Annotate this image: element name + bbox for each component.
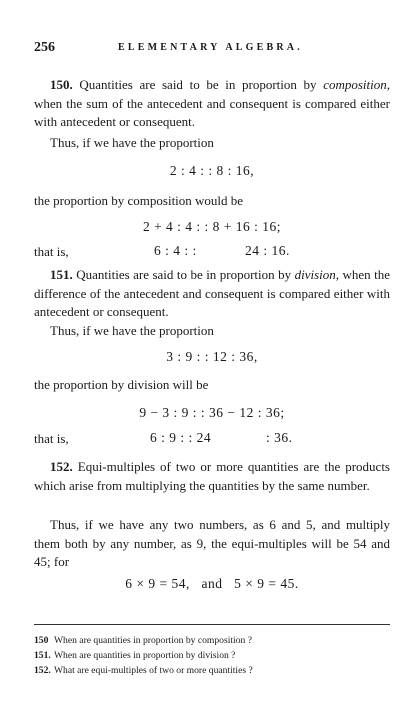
footnote-number: 151. [34,650,51,661]
equation-150-1: 2 : 4 : : 8 : 16, [169,163,255,178]
paragraph-152-text: Equi-multiples of two or more quantities are the products which arise from multiplying the quantities by the same number. [34,459,390,493]
paragraph-151 [34,266,390,322]
footnote-rule [34,624,390,625]
equation-151-1: 3 : 9 : : 12 : 36, [166,349,258,364]
paragraph-150-text-a: Quantities are said to be in proportion by [72,77,324,92]
equation-152: 6 × 9 = 54, and 5 × 9 = 45. [125,576,299,591]
equation-151-3b: : 36. [266,430,293,445]
paragraph-152 [34,458,390,495]
page-header [34,40,384,56]
then-151: the proportion by division will be [34,377,209,392]
footnote-text: When are quantities in proportion by division ? [54,650,236,661]
footnote-text: When are quantities in proportion by composition ? [54,635,252,646]
footnote-number: 150 [34,635,49,646]
paragraph-151-text-b: when the difference of the antecedent and consequent is compared either with antecedent or consequent. [34,267,390,319]
thus-150: Thus, if we have the proportion [50,135,214,150]
page-number: 256 [34,40,55,55]
footnote-text: What are equi-multiples of two or more quantities ? [54,665,253,676]
running-title: ELEMENTARY ALGEBRA. [118,42,303,53]
footnote-152 [34,664,390,677]
section-number-151: 151. [50,267,73,282]
that-is-151: that is, [34,431,69,446]
equation-151-2: 9 − 3 : 9 : : 36 − 12 : 36; [139,405,285,420]
thus-152: Thus, if we have any two numbers, as 6 and 5, and multiply them both by any number, as 9, the equi-multiples will be 54 and 45; for [34,517,390,569]
then-150: the proportion by composition would be [34,193,244,208]
footnote-150 [34,634,390,647]
footnote-number: 152. [34,665,51,676]
term-composition: composition, [323,77,390,92]
paragraph-151-text-a: Quantities are said to be in proportion by [72,267,295,282]
term-division: division, [294,267,340,282]
equation-150-2: 2 + 4 : 4 : : 8 + 16 : 16; [142,219,282,234]
section-number-150: 150. [50,77,73,92]
paragraph-150-text-b: when the sum of the antecedent and consequent is compared either with antecedent or consequent. [34,95,390,129]
equation-150-3b: 24 : 16. [245,243,290,258]
that-is-150: that is, [34,244,69,259]
equation-150-3a: 6 : 4 : : [154,243,197,258]
footnote-151 [34,649,390,662]
thus-151: Thus, if we have the proportion [50,323,214,338]
section-number-152: 152. [50,459,73,474]
paragraph-150 [34,76,390,132]
equation-151-3a: 6 : 9 : : 24 [150,430,212,445]
